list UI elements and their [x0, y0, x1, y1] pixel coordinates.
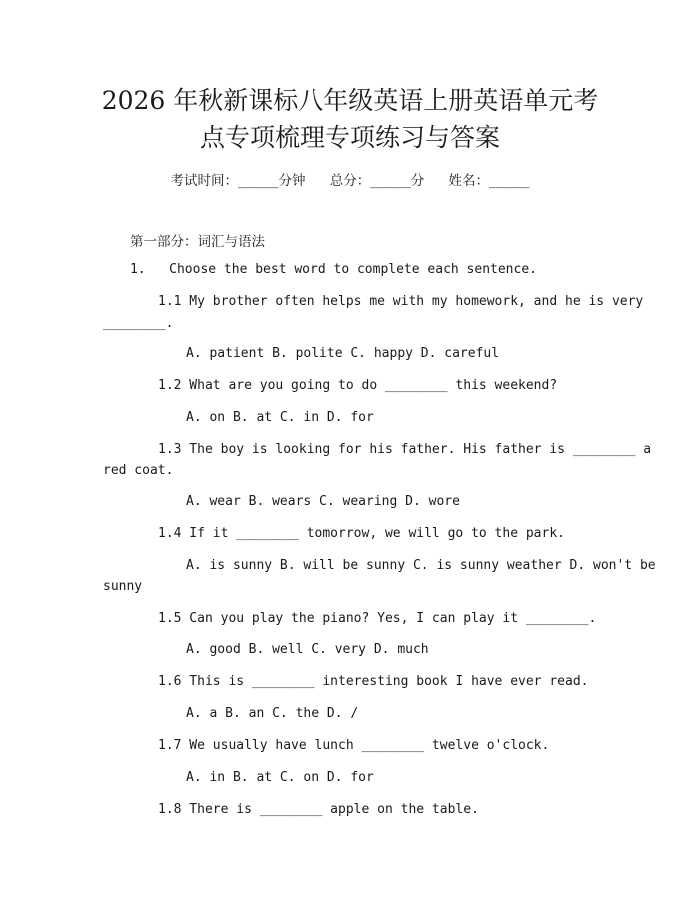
section-heading: 第一部分：词汇与语法 [130, 234, 265, 250]
question-1-2: 1.2 What are you going to do ________ this weekend? [158, 378, 558, 393]
question-1-5: 1.5 Can you play the piano? Yes, I can play it ________. [158, 611, 597, 626]
exam-meta [0, 169, 700, 189]
question-1-prompt: 1. Choose the best word to complete each sentence. [130, 262, 537, 277]
exam-name-field: 姓名：______ [448, 173, 530, 189]
question-1-3-options: A. wear B. wears C. wearing D. wore [186, 494, 460, 509]
question-1-3: 1.3 The boy is looking for his father. His father is ________ a [158, 442, 652, 457]
document-title-line-2: 点专项梳理专项练习与答案 [199, 123, 500, 152]
question-1-6: 1.6 This is ________ interesting book I have ever read. [158, 674, 589, 689]
question-1-5-options: A. good B. well C. very D. much [186, 642, 429, 657]
question-1-4-options-wrap: sunny [103, 579, 143, 594]
question-1-4: 1.4 If it ________ tomorrow, we will go to the park. [158, 526, 565, 541]
question-1-1-options: A. patient B. polite C. happy D. careful [186, 346, 500, 361]
exam-score-field: 总分：______分 [329, 173, 425, 189]
question-1-3-wrap: red coat. [103, 463, 174, 478]
question-1-8: 1.8 There is ________ apple on the table. [158, 802, 479, 817]
question-1-7: 1.7 We usually have lunch ________ twelve o'clock. [158, 738, 550, 753]
question-1-2-options: A. on B. at C. in D. for [186, 410, 374, 425]
question-1-6-options: A. a B. an C. the D. / [186, 706, 359, 721]
question-1-1: 1.1 My brother often helps me with my homework, and he is very [158, 294, 644, 309]
question-1-4-options: A. is sunny B. will be sunny C. is sunny weather D. won't be [186, 558, 656, 573]
document-title-line-1: 2026 年秋新课标八年级英语上册英语单元考 [101, 86, 599, 115]
question-1-7-options: A. in B. at C. on D. for [186, 770, 374, 785]
question-1-1-wrap: ________. [103, 316, 174, 331]
exam-time-field: 考试时间：______分钟 [170, 173, 306, 189]
